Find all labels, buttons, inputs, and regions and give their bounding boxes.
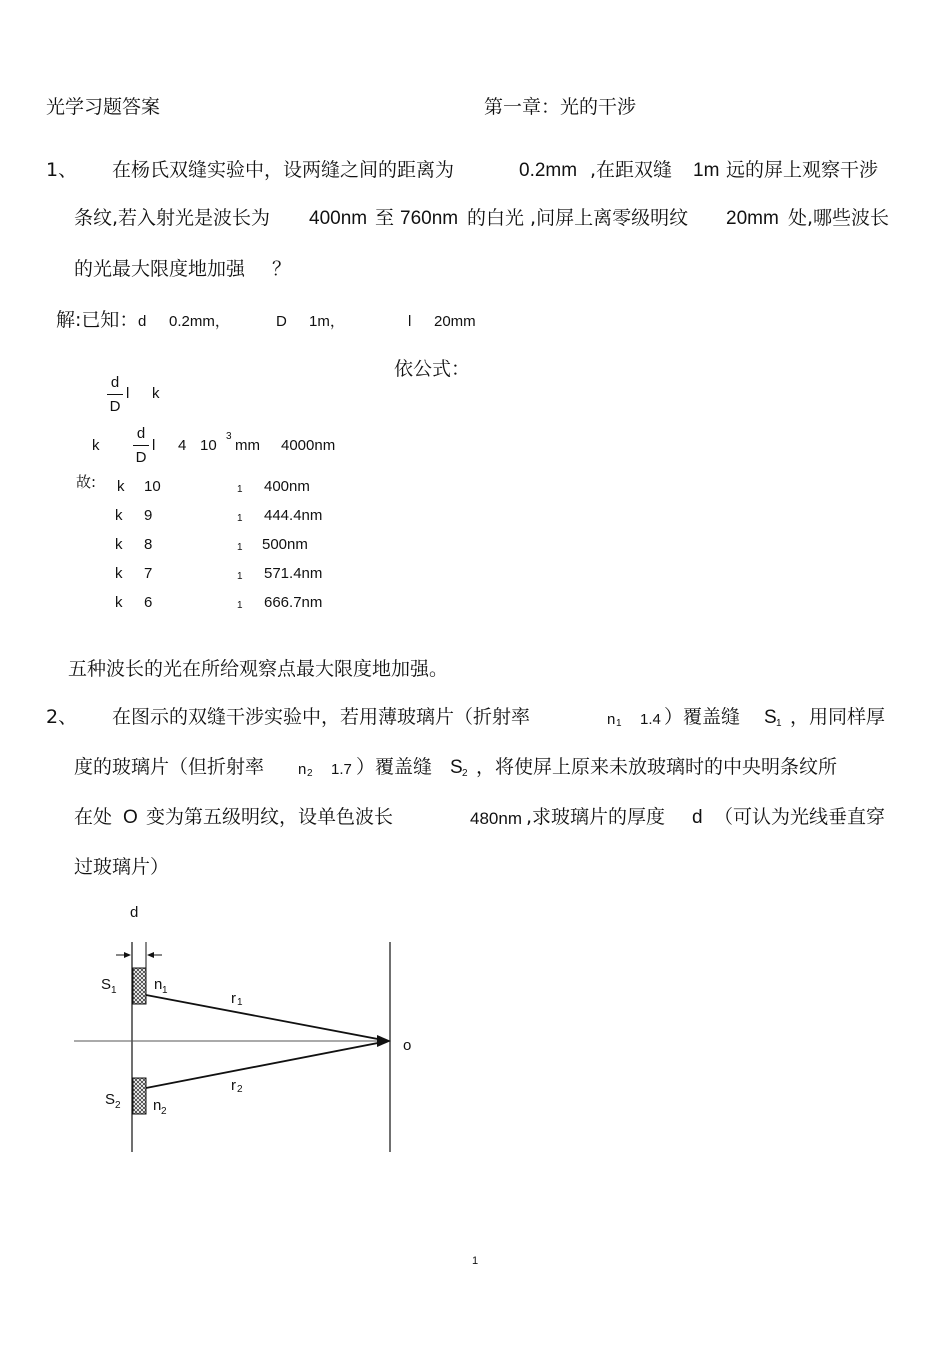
arrowhead-icon xyxy=(377,1035,391,1047)
conclusion: 五种波长的光在所给观察点最大限度地加强。 xyxy=(68,658,449,680)
fraction-d-over-D: d D xyxy=(107,374,123,418)
ray-r2 xyxy=(146,1042,383,1088)
chapter-title: 第一章：光的干涉 xyxy=(484,96,637,118)
q1-number: 1、 xyxy=(46,159,78,181)
q2-line4: 过玻璃片） xyxy=(74,856,170,878)
gu-label: 故: xyxy=(76,473,97,491)
page-number: 1 xyxy=(472,1255,479,1267)
fraction-d-over-D: d D xyxy=(133,425,149,469)
glass-plate-2 xyxy=(133,1078,146,1114)
doc-title: 光学习题答案 xyxy=(46,96,161,118)
arrowhead-icon xyxy=(147,952,154,958)
q2-number: 2、 xyxy=(46,706,78,728)
formula-label: 依公式： xyxy=(394,358,471,380)
glass-plate-1 xyxy=(133,968,146,1004)
ray-r1 xyxy=(146,995,383,1040)
arrowhead-icon xyxy=(124,952,131,958)
